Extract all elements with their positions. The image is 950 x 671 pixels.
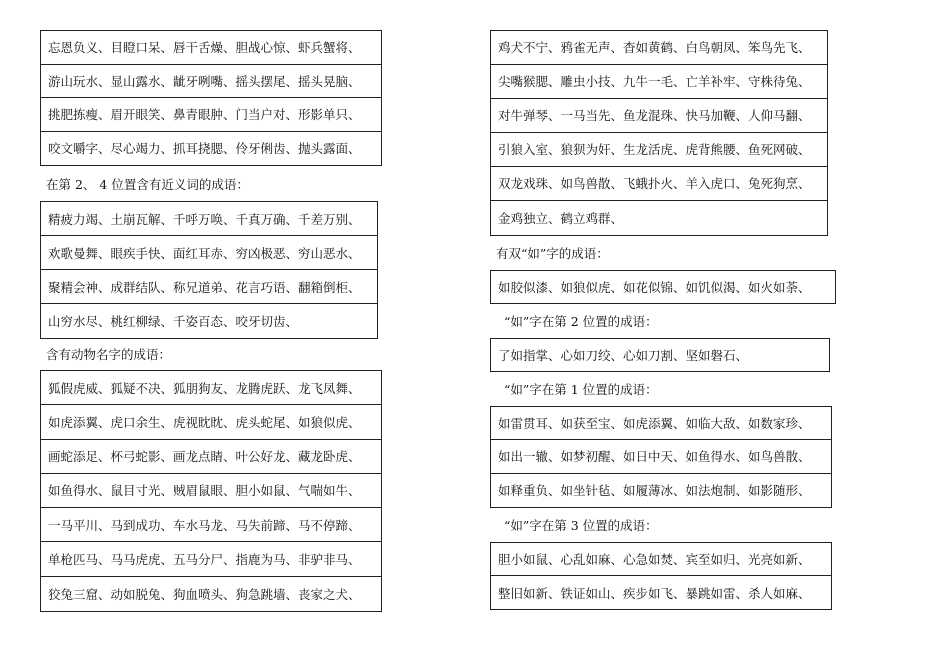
idiom-row: 精疲力竭、土崩瓦解、千呼万唤、千真万确、千差万别、 <box>41 202 377 236</box>
idiom-table-double-ru <box>490 270 836 304</box>
section-heading-ru-pos2: “如”字在第 2 位置的成语： <box>504 314 658 329</box>
idiom-row: 如雷贯耳、如获至宝、如虎添翼、如临大敌、如数家珍、 <box>491 407 831 440</box>
section-heading-ru-pos1: “如”字在第 1 位置的成语： <box>504 382 658 397</box>
idiom-row: 尖嘴猴腮、雕虫小技、九牛一毛、亡羊补牢、守株待兔、 <box>491 65 827 99</box>
idiom-row: 欢歌曼舞、眼疾手快、面红耳赤、穷凶极恶、穷山恶水、 <box>41 236 377 270</box>
idiom-row: 如出一辙、如梦初醒、如日中天、如鱼得水、如鸟兽散、 <box>491 440 831 473</box>
idiom-row: 挑肥拣瘦、眉开眼笑、鼻青眼肿、门当户对、形影单只、 <box>41 98 381 132</box>
idiom-row: 引狼入室、狼狈为奸、生龙活虎、虎背熊腰、鱼死网破、 <box>491 133 827 167</box>
idiom-row: 游山玩水、显山露水、龇牙咧嘴、摇头摆尾、摇头晃脑、 <box>41 65 381 99</box>
idiom-table-ru-pos3 <box>490 542 832 610</box>
idiom-table-synonyms <box>40 201 378 339</box>
idiom-table-ru-pos2 <box>490 338 830 372</box>
idiom-row: 山穷水尽、桃红柳绿、千姿百态、咬牙切齿、 <box>48 314 299 329</box>
idiom-row: 如虎添翼、虎口余生、虎视眈眈、虎头蛇尾、如狼似虎、 <box>41 405 381 439</box>
idiom-row: 了如指掌、心如刀绞、心如刀割、坚如磐石、 <box>498 348 749 363</box>
idiom-table-animals <box>40 370 382 612</box>
idiom-row: 如释重负、如坐针毡、如履薄冰、如法炮制、如影随形、 <box>498 483 811 499</box>
idiom-row: 如鱼得水、鼠目寸光、贼眉鼠眼、胆小如鼠、气喘如牛、 <box>41 474 381 508</box>
idiom-row: 鸡犬不宁、鸦雀无声、杳如黄鹤、白鸟朝凤、笨鸟先飞、 <box>491 31 827 65</box>
idiom-table-ru-pos1 <box>490 406 832 508</box>
section-heading-ru-pos3: “如”字在第 3 位置的成语： <box>504 518 658 533</box>
idiom-row: 双龙戏珠、如鸟兽散、飞蛾扑火、羊入虎口、兔死狗烹、 <box>491 167 827 201</box>
idiom-row: 狐假虎威、狐疑不决、狐朋狗友、龙腾虎跃、龙飞凤舞、 <box>41 371 381 405</box>
idiom-row: 聚精会神、成群结队、称兄道弟、花言巧语、翻箱倒柜、 <box>41 270 377 304</box>
idiom-table-animals-cont <box>490 30 828 236</box>
idiom-row: 金鸡独立、鹤立鸡群、 <box>498 210 624 226</box>
section-heading-double-ru: 有双“如”字的成语： <box>496 246 609 261</box>
idiom-row: 整旧如新、铁证如山、疾步如飞、暴跳如雷、杀人如麻、 <box>498 585 811 601</box>
idiom-row: 如胶似漆、如狼似虎、如花似锦、如饥似渴、如火如荼、 <box>498 280 811 295</box>
idiom-row: 胆小如鼠、心乱如麻、心急如焚、宾至如归、光亮如新、 <box>491 543 831 576</box>
section-heading-animals: 含有动物名字的成语： <box>46 347 172 362</box>
idiom-row: 单枪匹马、马马虎虎、五马分尸、指鹿为马、非驴非马、 <box>41 542 381 576</box>
section-heading-synonyms: 在第 2、 4 位置含有近义词的成语： <box>46 177 249 192</box>
idiom-row: 画蛇添足、杯弓蛇影、画龙点睛、叶公好龙、藏龙卧虎、 <box>41 440 381 474</box>
idiom-row: 对牛弹琴、一马当先、鱼龙混珠、快马加鞭、人仰马翻、 <box>491 99 827 133</box>
idiom-row: 忘恩负义、目瞪口呆、唇干舌燥、胆战心惊、虾兵蟹将、 <box>41 31 381 65</box>
idiom-table-left-1 <box>40 30 382 166</box>
idiom-row: 咬文嚼字、尽心竭力、抓耳挠腮、伶牙俐齿、抛头露面、 <box>48 141 361 157</box>
idiom-row: 狡兔三窟、动如脱兔、狗血喷头、狗急跳墙、丧家之犬、 <box>48 586 361 602</box>
idiom-row: 一马平川、马到成功、车水马龙、马失前蹄、马不停蹄、 <box>41 508 381 542</box>
